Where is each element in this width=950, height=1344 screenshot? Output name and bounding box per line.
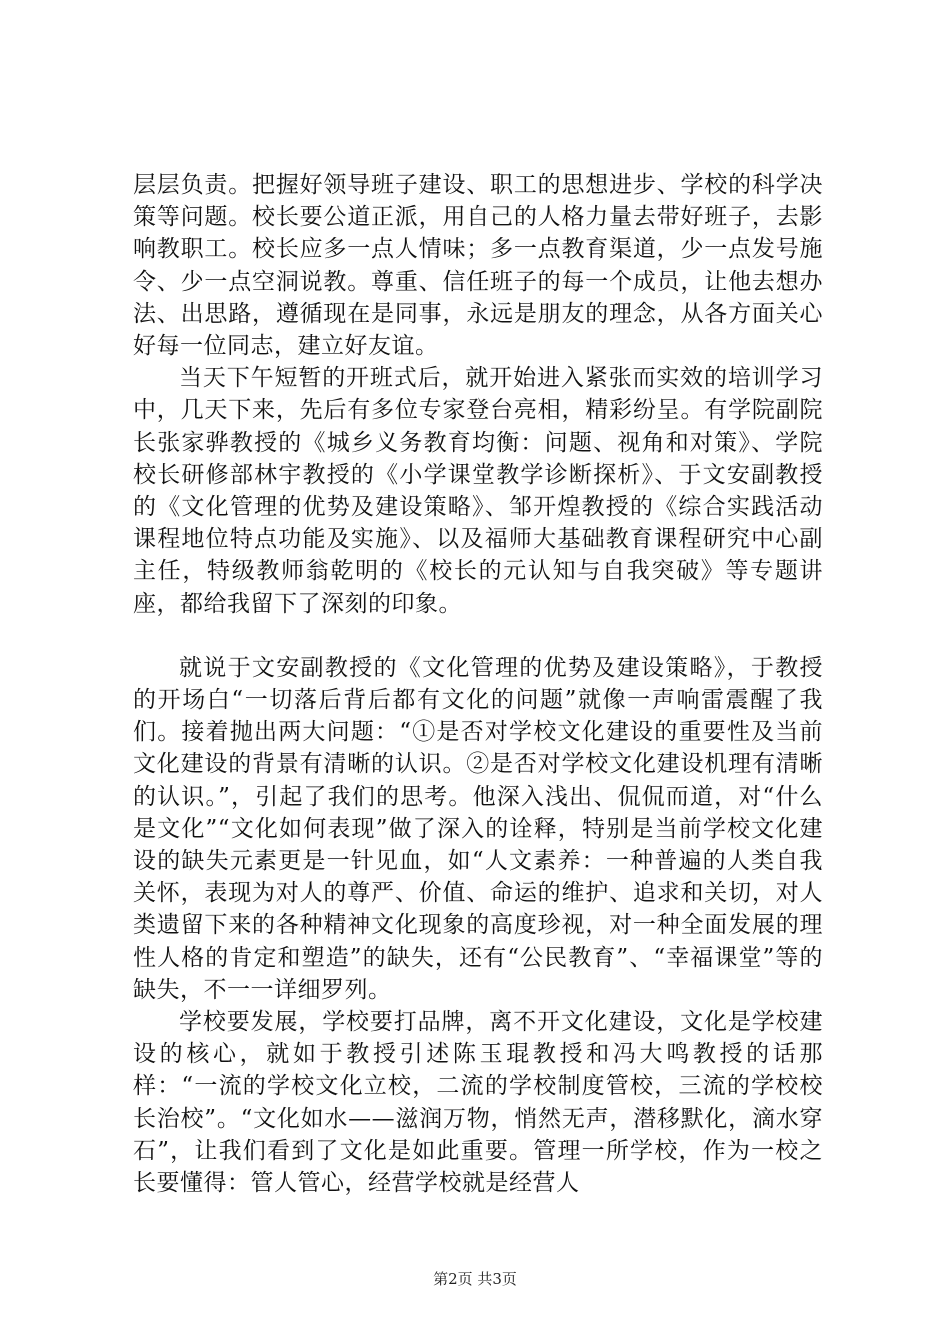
page-number-footer: 第2页 共3页 (433, 1270, 517, 1288)
paragraph-training: 当天下午短暂的开班式后，就开始进入紧张而实效的培训学习中，几天下来，先后有多位专家登台亮相，精彩纷呈。有学院副院长张家骅教授的《城乡义务教育均衡：问题、视角和对策》、学院校长研修部林宇教授的《小学课堂教学诊断探析》、于文安副教授的《文化管理的优势及建设策略》、邹开煌教授的《综合实践活动课程地位特点功能及实施》、以及福师大基础教育课程研究中心副主任，特级教师翁乾明的《校长的元认知与自我突破》等专题讲座，都给我留下了深刻的印象。 (133, 365, 823, 617)
document-body (133, 169, 823, 1199)
paragraph-school-development: 学校要发展，学校要打品牌，离不开文化建设，文化是学校建设的核心，就如于教授引述陈玉琨教授和冯大鸣教授的话那样：“一流的学校文化立校，二流的学校制度管校，三流的学校校长治校”。“文化如水——滋润万物，悄然无声，潜移默化，滴水穿石”，让我们看到了文化是如此重要。管理一所学校，作为一校之长要懂得：管人管心，经营学校就是经营人 (133, 1009, 823, 1197)
paragraph-continuation: 层层负责。把握好领导班子建设、职工的思想进步、学校的科学决策等问题。校长要公道正派，用自己的人格力量去带好班子，去影响教职工。校长应多一点人情味；多一点教育渠道，少一点发号施令、少一点空洞说教。尊重、信任班子的每一个成员，让他去想办法、出思路，遵循现在是同事，永远是朋友的理念，从各方面关心好每一位同志，建立好友谊。 (133, 172, 823, 360)
paragraph-culture-management: 就说于文安副教授的《文化管理的优势及建设策略》，于教授的开场白“一切落后背后都有文化的问题”就像一声响雷震醒了我们。接着抛出两大问题：“①是否对学校文化建设的重要性及当前文化建设的背景有清晰的认识。②是否对学校文化建设机理有清晰的认识。”，引起了我们的思考。他深入浅出、侃侃而道，对“什么是文化”“文化如何表现”做了深入的诠释，特别是当前学校文化建设的缺失元素更是一针见血，如“人文素养：一种普遍的人类自我关怀，表现为对人的尊严、价值、命运的维护、追求和关切，对人类遗留下来的各种精神文化现象的高度珍视，对一种全面发展的理性人格的肯定和塑造”的缺失，还有“公民教育”、“幸福课堂”等的缺失，不一一详细罗列。 (133, 654, 823, 1003)
